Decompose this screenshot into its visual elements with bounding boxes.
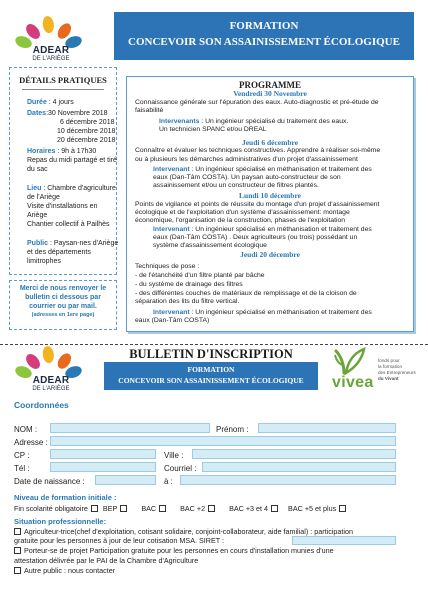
programme-text: faisabilité	[135, 107, 164, 114]
situation-porteur-line2: attestation délivrée par le PAI de la Chambre d'Agriculture	[14, 556, 199, 565]
agriculteur-checkbox[interactable]	[14, 528, 21, 535]
intervenant-line: assainissement et/ou un constructeur de filtres plantés.	[153, 182, 319, 189]
merci-note: (adresses en 1ere page)	[31, 312, 95, 319]
prenom-label: Prénom :	[216, 425, 249, 434]
courriel-label: Courriel :	[164, 464, 197, 473]
flower-petal-icon	[42, 345, 55, 363]
flower-petal-icon	[42, 15, 55, 33]
nom-label: NOM :	[14, 425, 38, 434]
niveau-title: Niveau de formation initiale :	[14, 493, 117, 502]
fin-scolarite-label: Fin scolarité obligatoire	[14, 504, 88, 513]
lieu-detail: Chantier collectif à Pailhès	[27, 221, 110, 228]
lieu-line: Lieu : Chambre d'agriculture	[27, 185, 116, 192]
date-item: 20 décembre 2018	[57, 137, 116, 144]
lieu-detail: de l'Ariège	[27, 194, 60, 201]
lieu-naissance-label: à :	[164, 477, 173, 486]
public-detail: limitrophes	[27, 258, 61, 265]
adear-logo-bulletin	[20, 346, 80, 396]
programme-text: ou à plusieurs les démarches administratives d'un projet d'assainissement	[135, 156, 358, 163]
programme-text: Points de vigilance et points de réussite du montage d'un projet d'assainissement	[135, 201, 380, 208]
bep-label: BEP	[102, 504, 118, 513]
situation-porteur: Porteur-se de projet Participation gratuite pour les personnes en cours d'installation munies d'une	[11, 547, 334, 555]
bep-checkbox[interactable]	[120, 505, 127, 512]
leaf-icon	[334, 345, 370, 375]
intervenant-line: Intervenant : Un ingénieur spécialisé en méthanisation et traitement des	[153, 166, 372, 173]
programme-title: PROGRAMME	[239, 80, 301, 90]
lieu-detail: Visite d'installations en	[27, 203, 98, 210]
lieu-detail: Ariège	[27, 212, 48, 219]
date-item: 10 décembre 2018	[57, 128, 116, 135]
banner-line-1: FORMATION	[187, 365, 235, 374]
banner-line-2: CONCEVOIR SON ASSAINISSEMENT ÉCOLOGIQUE	[128, 35, 400, 48]
bulletin-banner	[104, 362, 318, 390]
situation-title: Situation professionnelle:	[14, 517, 107, 526]
coordonnees-title: Coordonnées	[14, 400, 69, 410]
details-box	[9, 67, 117, 275]
naissance-input[interactable]	[95, 475, 156, 485]
intervenant-line: système d'assainissement écologique	[153, 242, 267, 249]
day-heading: Lundi 10 décembre	[239, 191, 301, 200]
bac5-checkbox[interactable]	[339, 505, 346, 512]
nom-input[interactable]	[50, 423, 210, 433]
bac2-checkbox[interactable]	[208, 505, 215, 512]
adresse-label: Adresse :	[14, 438, 48, 447]
date-item: 6 décembre 2018	[60, 119, 115, 126]
day-heading: Vendredi 30 Novembre	[233, 89, 307, 98]
bac-label: BAC	[141, 504, 157, 513]
formation-banner	[114, 12, 414, 60]
details-title-underline	[22, 89, 104, 90]
logo-subtitle: DE L'ARIÈGE	[32, 386, 70, 392]
horaires-detail: du sac	[27, 166, 48, 173]
programme-text: Connaître et évaluer les techniques constructives. Apprendre à réaliser soi-même	[135, 147, 381, 154]
ville-input[interactable]	[192, 449, 396, 459]
dates-line: Dates:30 Novembre 2018	[27, 110, 108, 117]
banner-line-1: FORMATION	[229, 20, 299, 32]
vivea-logo	[330, 344, 428, 396]
bac34-label: BAC +3 et 4	[229, 504, 269, 513]
siret-input[interactable]	[292, 536, 396, 545]
programme-text: - de l'étanchéité d'un filtre planté par bâche	[135, 272, 265, 279]
programme-text: Connaissance générale sur l'épuration des eaux. Auto-diagnostic et pré-étude de	[135, 99, 379, 106]
autre-checkbox[interactable]	[14, 567, 21, 574]
bac5-label: BAC +5 et plus	[288, 504, 337, 513]
intervenants-line: Intervenants : Un ingénieur spécialisé du traitement des eaux.	[159, 118, 349, 125]
adresse-input[interactable]	[50, 436, 396, 446]
cp-input[interactable]	[50, 449, 156, 459]
programme-text: Techniques de pose :	[135, 263, 200, 270]
fin-scolarite-checkbox[interactable]	[91, 505, 98, 512]
programme-text: écologique et de l'exploitation d'un système d'assainissement: montage	[135, 209, 350, 216]
situation-agriculteur: Agriculteur-trice(chef d'exploitation, cotisant solidaire, conjoint-collaborateur, aide familial) : participation	[11, 528, 353, 536]
situation-autre: Autre public : nous contacter	[11, 567, 115, 575]
banner-line-2: CONCEVOIR SON ASSAINISSEMENT ÉCOLOGIQUE	[118, 375, 304, 385]
intervenant-line: Intervenant : Un ingénieur spécialisé en méthanisation et traitement des	[153, 309, 372, 316]
day-heading: Jeudi 6 décembre	[241, 138, 299, 147]
naissance-label: Date de naissance :	[14, 477, 85, 486]
details-title: DÉTAILS PRATIQUES	[19, 75, 107, 85]
programme-text: - du système de drainage des filtres	[135, 281, 243, 288]
programme-text: - des différentes couches de matériaux de remplissage et de la cloison de	[135, 290, 357, 297]
intervenants-line: Un technicien SPANC et/ou DREAL	[159, 126, 267, 133]
logo-subtitle: DE L'ARIÈGE	[32, 56, 70, 62]
programme-text: économique, l'organisation de la construction, phases de l'exploitation	[135, 217, 346, 224]
niveau-options	[14, 505, 349, 513]
programme-box	[126, 76, 414, 332]
adear-logo	[20, 16, 80, 66]
vivea-tagline: fonds pour la formation des Entrepreneurs du Vivant	[378, 358, 416, 381]
tel-label: Tél :	[14, 464, 30, 473]
programme-text: séparation des lits du filtre vertical.	[135, 298, 240, 305]
situation-agriculteur-line2: gratuite pour les personnes à jour de leur cotisation MSA. SIRET :	[14, 536, 225, 545]
intervenant-line: eaux (Dan-Tâm COSTA)	[135, 317, 210, 324]
day-heading: Jeudi 20 décembre	[240, 250, 300, 259]
intervenant-line: Intervenant : Un ingénieur spécialisé en méthanisation et traitement des	[153, 226, 372, 233]
public-line: Public : Paysan-nes d'Ariège	[27, 240, 119, 247]
porteur-checkbox[interactable]	[14, 547, 21, 554]
bac2-label: BAC +2	[180, 504, 206, 513]
horaires-detail: Repas du midi partagé et tiré	[27, 157, 117, 164]
merci-text: Merci de nous renvoyer le bulletin ci dessous par courrier ou par mail. (adresses en 1ere page)	[19, 285, 107, 319]
merci-box	[9, 280, 117, 330]
horaires-line: Horaires : 9h à 17h30	[27, 148, 97, 155]
ville-label: Ville :	[164, 451, 184, 460]
intervenant-line: eaux (Dan-Tâm COSTA). Un paysan auto-constructeur de son	[153, 174, 341, 181]
intervenant-line: eaux (Dan-Tâm COSTA) . Deux agriculteurs (ou trois) possédant un	[153, 234, 358, 241]
vivea-name: vivea	[332, 374, 374, 391]
bac34-checkbox[interactable]	[271, 505, 278, 512]
duree-line: Durée : 4 jours	[27, 99, 74, 106]
bac-checkbox[interactable]	[159, 505, 166, 512]
logo-name: ADEAR	[32, 45, 70, 56]
logo-name: ADEAR	[32, 375, 70, 386]
courriel-input[interactable]	[202, 462, 396, 472]
lieu-naissance-input[interactable]	[180, 475, 396, 485]
prenom-input[interactable]	[258, 423, 396, 433]
cp-label: CP :	[14, 451, 30, 460]
bulletin-title: BULLETIN D'INSCRIPTION	[129, 347, 293, 361]
tel-input[interactable]	[50, 462, 156, 472]
public-detail: et des départements	[27, 249, 91, 256]
